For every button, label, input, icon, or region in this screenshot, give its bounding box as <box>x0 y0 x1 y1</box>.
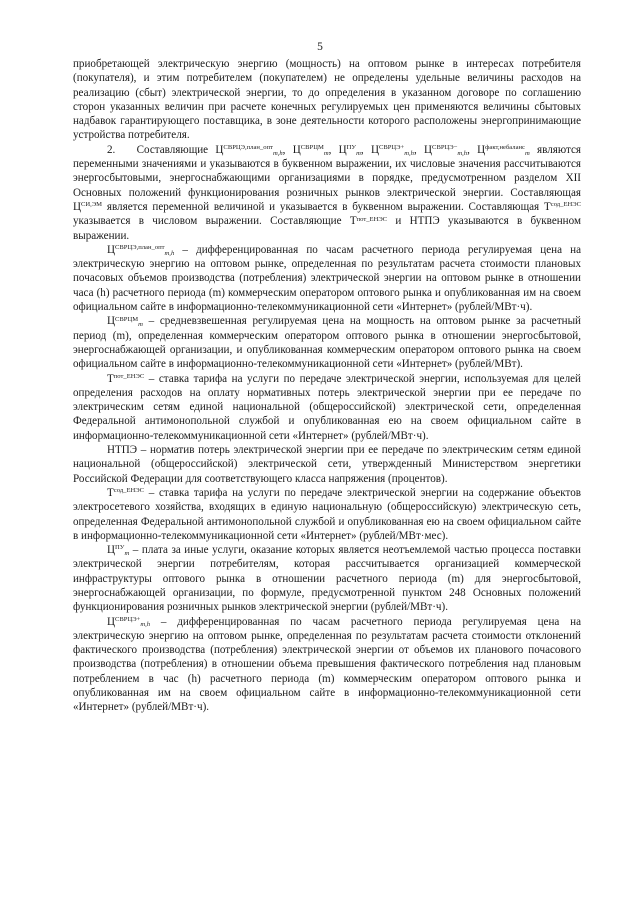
definition-c-svrcm <box>73 314 581 371</box>
definition-text: – ставка тарифа на услуги по передаче электрической энергии, используемая для целей определения расходов на оплату нормативных потерь электрической энергии при ее передаче по электрическим сетям единой национальной (общероссийской) электрической сети, определенная Федеральной антимонопольной службой и опубликованная ею на своем официальном сайте в информационно-телекоммуникационной сети «Интернет» (рублей/МВт·ч). <box>73 372 581 442</box>
definition-text: – средневзвешенная регулируемая цена на мощность на оптовом рынке за расчетный период (m), определенная коммерческим оператором оптового рынка в отношении энергосбытовой, энергоснабжающей организации, и опубликованная коммерческим оператором оптового рынка на своем официальном сайте в информационно-телекоммуникационной сети «Интернет» (рублей/МВт). <box>73 315 581 371</box>
paragraph-item-2: 2. Составляющие $Ц^{СВРЦЭ,план\_опт}_{m,h}$, $Ц^{СВРЦМ}_m$, $Ц^{ПУ}_m$, $Ц^{СВРЦЭ+}_{m,h}$, $Ц^{СВРЦЭ-}_{m,h}$, $Ц^{факт,небаланс}_m$ являются переменными значениями и указываются в буквенном выражении, их числовые значения рассчитываются энергосбытовыми, энергоснабжающими организациями в порядке, предусмотренном разделом XII Основных положений функционирования розничных рынков электрической энергии. Составляющая $Ц^{СИ,ЭМ}$ является переменной величиной и указывается в буквенном выражении. Составляющая $Т^{сод\_ЕНЭС}$ указывается в числовом выражении. Составляющие $Т^{пот\_ЕНЭС}$ и НТПЭ указываются в буквенном выражении. <box>73 143 582 242</box>
symbol-c-si-em: $Ц^{СИ,ЭМ}$ <box>73 200 103 213</box>
paragraph-continuation: приобретающей электрическую энергию (мощность) на оптовом рынке в интересах потребителя (покупателя), и этим потребителем (покупателем) не определены удельные величины расходов на реализацию (сбыт) электрической энергии, то до определения в указанном договоре по соглашению сторон указанных величин при расчете конечных регулируемых цен применяются величины сбытовых надбавок гарантирующего поставщика, в зоне деятельности которого расположены энергопринимающие устройства потребителя. <box>73 58 581 142</box>
definition-ntpe: НТПЭ – норматив потерь электрической энергии при ее передаче по электрическим сетям единой национальной (общероссийской) электрической сети, утвержденный Министерством энергетики Российской Федерации для соответствующего класса напряжения (процентов). <box>73 444 581 485</box>
symbol-c-pu-def: $Ц^{ПУ}_m$ <box>107 544 130 557</box>
symbol-t-sod-enes: $Т^{сод\_ЕНЭС}$ <box>543 200 581 213</box>
symbol-c-svrcz-plan-opt-def: $Ц^{СВРЦЭ,план\_опт}_{m,h}$ <box>107 243 175 257</box>
definition-c-pu <box>73 543 581 614</box>
definition-c-svrcz-plus <box>73 615 581 715</box>
definition-text: – ставка тарифа на услуги по передаче электрической энергии на содержание объектов электросетевого хозяйства, входящих в единую национальную (общероссийскую) электрическую сеть, определенная Федеральной антимонопольной службой и опубликованная ею на своем официальном сайте в информационно-телекоммуникационной сети «Интернет» (рублей/МВт·мес). <box>73 486 581 542</box>
symbol-t-sod-enes-def: $Т^{сод\_ЕНЭС}$ <box>107 486 145 499</box>
symbol-c-svrcm: $Ц^{СВРЦМ}_m$ <box>292 143 329 157</box>
symbol-c-svrcm-def: $Ц^{СВРЦМ}_m$ <box>107 315 143 329</box>
item-text-mid1: является переменной величиной и указывается в буквенном выражении. Составляющая <box>106 200 540 213</box>
definition-text: – плата за иные услуги, оказание которых является неотъемлемой частью процесса поставки электрической энергии потребителям, которая рассчитывается организацией коммерческой инфраструктуры оптового рынка в отношении расчетного периода (m) для энергосбытовой, энергоснабжающей организации, по формуле, предусмотренной пунктом 248 Основных положений функционирования розничных рынков электрической энергии (рублей/МВт·ч). <box>73 544 581 614</box>
definition-text: – дифференцированная по часам расчетного периода регулируемая цена на электрическую энергию на оптовом рынке, определенная по результатам расчета стоимости отклонений фактического производства (потребления) электрической энергии от объемов их планового почасового производства (потребления) в отношении объема превышения фактического потребления над плановым потреблением в час (h) расчетного периода (m) коммерческим оператором оптового рынка и опубликованная им на своем официальном сайте в информационно-телекоммуникационной сети «Интернет» (рублей/МВт·ч). <box>73 615 581 714</box>
item-text-mid3: и НТПЭ указываются в буквенном выражении. <box>73 215 581 242</box>
item-text: являются переменными значениями и указываются в буквенном выражении, их числовые значения рассчитываются энергосбытовыми, энергоснабжающими организациями в порядке, предусмотренном разделом XII Основных положений функционирования розничных рынков электрической энергии. Составляющая <box>73 143 582 199</box>
document-body <box>73 57 581 715</box>
item-prefix: Составляющие <box>136 143 209 156</box>
symbol-c-svrcz-plan-opt: $Ц^{СВРЦЭ,план\_опт}_{m,h}$ <box>215 143 283 157</box>
definition-t-pot-enes <box>73 372 581 443</box>
item-text-mid2: указывается в числовом выражении. Составляющие <box>73 215 342 228</box>
item-number: 2. <box>107 143 116 156</box>
definition-text: – дифференцированная по часам расчетного периода регулируемая цена на электрическую энергию на оптовом рынке, определенная по результатам расчета стоимости плановых почасовых объемов производства (потребления) электрической энергии на оптовом рынке в отношении часа (h) расчетного периода (m) коммерческим оператором оптового рынка и опубликованная им на своем официальном сайте в информационно-телекоммуникационной сети «Интернет» (рублей/МВт·ч). <box>73 243 581 314</box>
symbol-t-pot-enes-def: $Т^{пот\_ЕНЭС}$ <box>107 372 145 385</box>
definition-c-svrcz-plan-opt <box>73 243 581 314</box>
symbol-t-pot-enes: $Т^{пот\_ЕНЭС}$ <box>349 215 388 228</box>
definition-t-sod-enes <box>73 486 581 543</box>
symbol-c-svrcz-minus: $Ц^{СВРЦЭ-}_{m,h}$ <box>424 143 468 157</box>
symbol-c-pu: $Ц^{ПУ}_m$ <box>338 143 361 157</box>
symbol-c-svrcz-plus: $Ц^{СВРЦЭ+}_{m,h}$ <box>370 143 414 157</box>
page-number: 5 <box>317 41 323 53</box>
symbol-c-fakt-nebalans: $Ц^{факт,небаланс}_m$ <box>477 143 530 157</box>
symbol-c-svrcz-plus-def: $Ц^{СВРЦЭ+}_{m,h}$ <box>107 615 151 629</box>
